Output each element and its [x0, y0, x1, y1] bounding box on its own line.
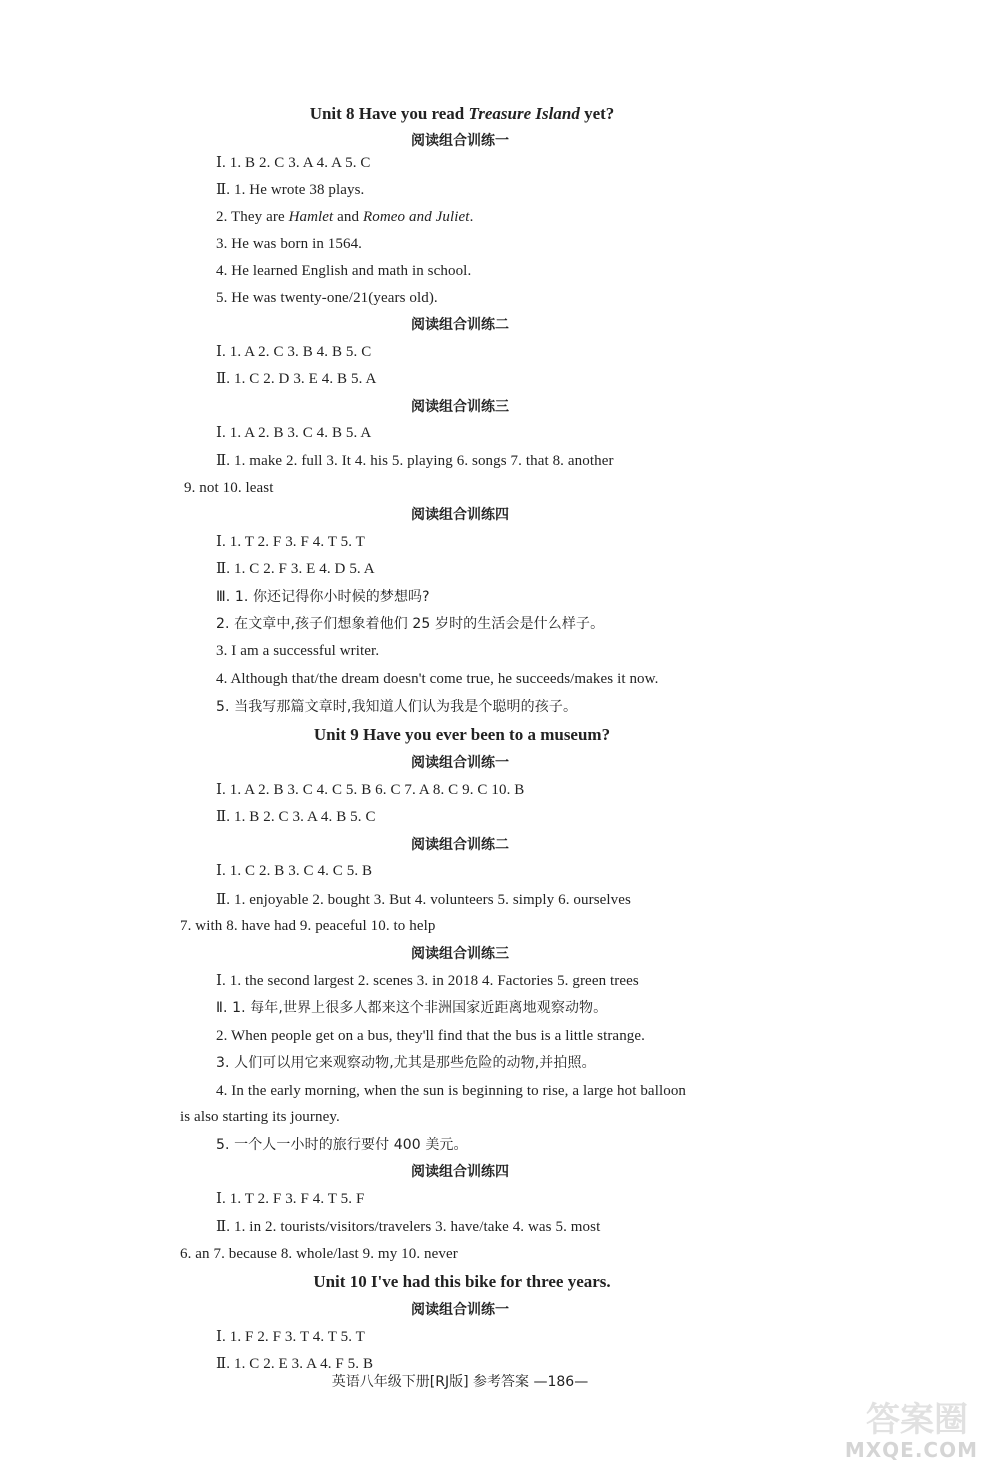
- answer-line: 7. with 8. have had 9. peaceful 10. to help: [180, 918, 436, 934]
- answer-line: Ⅰ. 1. T 2. F 3. F 4. T 5. F: [216, 1191, 365, 1207]
- answer-line: 2. When people get on a bus, they'll find that the bus is a little strange.: [216, 1028, 646, 1044]
- answer-line: 3. He was born in 1564.: [216, 236, 363, 252]
- answer-line: Ⅰ. 1. B 2. C 3. A 4. A 5. C: [216, 155, 371, 171]
- answer-line: Ⅰ. 1. A 2. B 3. C 4. C 5. B 6. C 7. A 8. C 9. C 10. B: [216, 782, 525, 798]
- answer-line: Ⅱ. 1. make 2. full 3. It 4. his 5. playing 6. songs 7. that 8. another: [216, 453, 614, 469]
- section-title: 阅读组合训练四: [411, 507, 509, 523]
- watermark-site: MXQE.COM: [844, 1438, 978, 1462]
- watermark: [818, 1392, 978, 1462]
- section-title: 阅读组合训练三: [411, 946, 509, 962]
- answer-line: 5. 一个人一小时的旅行要付 400 美元。: [216, 1137, 468, 1153]
- section-title: 阅读组合训练一: [411, 755, 509, 771]
- answer-line: Ⅱ. 1. He wrote 38 plays.: [216, 182, 365, 198]
- answer-line: Ⅲ. 1. 你还记得你小时候的梦想吗?: [216, 589, 430, 605]
- unit-9-title: Unit 9 Have you ever been to a museum?: [313, 725, 611, 744]
- answer-line: 4. He learned English and math in school.: [216, 263, 472, 279]
- answer-line: Ⅰ. 1. C 2. B 3. C 4. C 5. B: [216, 863, 373, 879]
- answer-line: 2. They are Hamlet and Romeo and Juliet.: [216, 209, 474, 225]
- section-title: 阅读组合训练二: [411, 837, 509, 853]
- section-title: 阅读组合训练三: [411, 399, 509, 415]
- answer-line: 9. not 10. least: [184, 480, 274, 496]
- answer-line: Ⅱ. 1. 每年,世界上很多人都来这个非洲国家近距离地观察动物。: [216, 1000, 608, 1016]
- answer-line: 2. 在文章中,孩子们想象着他们 25 岁时的生活会是什么样子。: [216, 616, 605, 632]
- answer-line: Ⅱ. 1. in 2. tourists/visitors/travelers 3. have/take 4. was 5. most: [216, 1219, 601, 1235]
- answer-line: Ⅱ. 1. C 2. D 3. E 4. B 5. A: [216, 371, 377, 387]
- answer-line: Ⅰ. 1. T 2. F 3. F 4. T 5. T: [216, 534, 365, 550]
- answer-line: is also starting its journey.: [180, 1109, 340, 1125]
- answer-line: Ⅰ. 1. A 2. B 3. C 4. B 5. A: [216, 425, 372, 441]
- answer-line: Ⅰ. 1. A 2. C 3. B 4. B 5. C: [216, 344, 372, 360]
- answer-line: 5. 当我写那篇文章时,我知道人们认为我是个聪明的孩子。: [216, 699, 578, 715]
- answer-line: 4. Although that/the dream doesn't come true, he succeeds/makes it now.: [216, 671, 659, 687]
- unit-8-title: Unit 8 Have you read Treasure Island yet?: [309, 104, 615, 123]
- unit-10-title: Unit 10 I've had this bike for three years.: [313, 1272, 611, 1291]
- answer-line: 4. In the early morning, when the sun is beginning to rise, a large hot balloon: [216, 1083, 687, 1099]
- answer-line: Ⅱ. 1. B 2. C 3. A 4. B 5. C: [216, 809, 376, 825]
- answer-line: Ⅱ. 1. C 2. E 3. A 4. F 5. B: [216, 1356, 374, 1372]
- answer-line: Ⅰ. 1. F 2. F 3. T 4. T 5. T: [216, 1329, 365, 1345]
- page-footer: 英语八年级下册[RJ版] 参考答案 —186—: [331, 1374, 589, 1390]
- answer-line: Ⅱ. 1. enjoyable 2. bought 3. But 4. volunteers 5. simply 6. ourselves: [216, 892, 631, 908]
- answer-line: 6. an 7. because 8. whole/last 9. my 10. never: [180, 1246, 458, 1262]
- section-title: 阅读组合训练二: [411, 317, 509, 333]
- section-title: 阅读组合训练一: [411, 1302, 509, 1318]
- section-title: 阅读组合训练一: [411, 133, 509, 149]
- section-title: 阅读组合训练四: [411, 1164, 509, 1180]
- answer-line: 5. He was twenty-one/21(years old).: [216, 290, 438, 306]
- answer-line: 3. 人们可以用它来观察动物,尤其是那些危险的动物,并拍照。: [216, 1055, 596, 1071]
- watermark-logo: 答案圈: [866, 1400, 968, 1440]
- answer-line: 3. I am a successful writer.: [216, 643, 380, 659]
- answer-line: Ⅱ. 1. C 2. F 3. E 4. D 5. A: [216, 561, 375, 577]
- answer-line: Ⅰ. 1. the second largest 2. scenes 3. in 2018 4. Factories 5. green trees: [216, 973, 639, 989]
